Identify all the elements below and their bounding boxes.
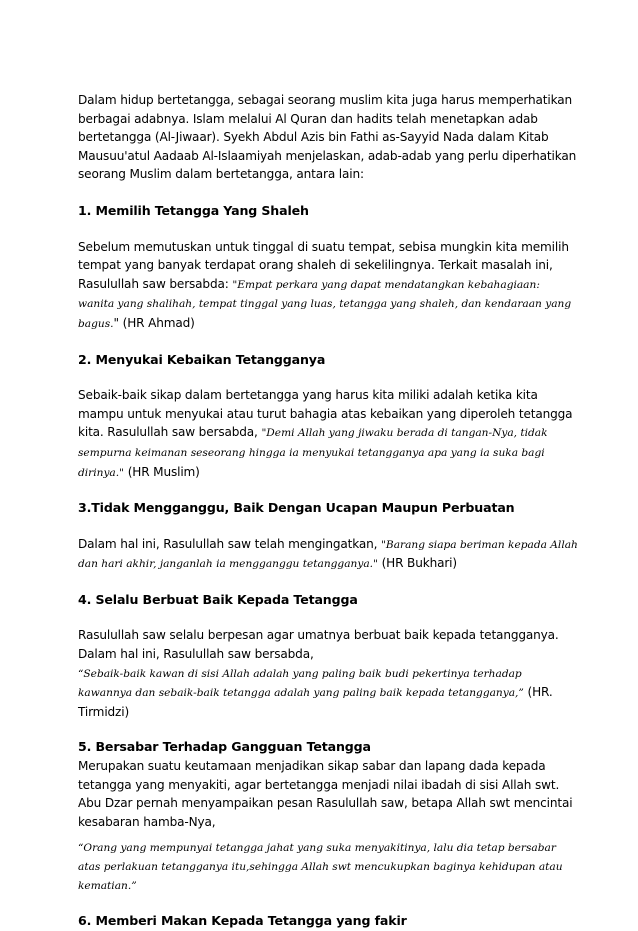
section-heading: 1. Memilih Tetangga Yang Shaleh bbox=[78, 202, 309, 218]
hadith-quote: "Barang siapa beriman kepada Allah dan hari akhir, janganlah ia mengganggu tetangganya." bbox=[78, 538, 578, 571]
hadith-quote: “Sebaik-baik kawan di sisi Allah adalah yang paling baik budi pekertinya terhadap kawannya dan sebaik-baik tetangga adalah yang paling baik kepada tetangganya,” bbox=[78, 667, 524, 700]
document-page bbox=[78, 91, 578, 931]
hadith-source: " (HR Ahmad) bbox=[113, 315, 195, 330]
section-heading: 3.Tidak Mengganggu, Baik Dengan Ucapan Maupun Perbuatan bbox=[78, 500, 515, 516]
section-3 bbox=[78, 499, 578, 574]
body-text: Dalam hal ini, Rasulullah saw telah mengingatkan, bbox=[78, 536, 382, 551]
section-4 bbox=[78, 591, 578, 722]
section-paragraph: Merupakan suatu keutamaan menjadikan sikap sabar dan lapang dada kepada tetangga yang menyakiti, agar bertetangga menjadi nilai ibadah di sisi Allah swt. Abu Dzar pernah menyampaikan pesan Rasulullah saw, betapa Allah swt mencintai kesabaran hamba-Nya, bbox=[78, 759, 573, 829]
hadith-quote: "Demi Allah yang jiwaku berada di tangan-Nya, tidak sempurna keimanan seseorang hingga ia menyukai tetangganya apa yang ia suka bagi dirinya." bbox=[78, 427, 548, 479]
hadith-source: (HR. Tirmidzi) bbox=[78, 685, 553, 719]
section-paragraph bbox=[78, 626, 578, 721]
section-paragraph bbox=[78, 238, 578, 334]
section-2 bbox=[78, 351, 578, 483]
intro-paragraph: Dalam hidup bertetangga, sebagai seorang muslim kita juga harus memperhatikan berbagai adabnya. Islam melalui Al Quran dan hadits telah menetapkan adab bertetangga (Al-Jiwaar). Syekh Abdul Azis bin Fathi as-Sayyid Nada dalam Kitab Mausuu'atul Aadaab Al-Islaamiyah menjelaskan, adab-adab yang perlu diperhatikan seorang Muslim dalam bertetangga, antara lain: bbox=[78, 93, 577, 182]
body-text: Sebaik-baik sikap dalam bertetangga yang harus kita miliki adalah ketika kita mampu untuk menyukai atau turut bahagia atas kebaikan yang diperoleh tetangga kita. Rasulullah saw bersabda, bbox=[78, 388, 573, 440]
body-text: Rasulullah saw selalu berpesan agar umatnya berbuat baik kepada tetangganya. Dalam hal ini, Rasulullah saw bersabda, bbox=[78, 628, 559, 662]
section-paragraph bbox=[78, 535, 578, 574]
section-6 bbox=[78, 912, 578, 931]
section-heading: 2. Menyukai Kebaikan Tetangganya bbox=[78, 351, 326, 367]
hadith-quote: “Orang yang mempunyai tetangga jahat yang suka menyakitinya, lalu dia tetap bersabar atas perlakuan tetangganya itu,sehingga Allah swt mencukupkan baginya kehidupan atau kematian.” bbox=[78, 842, 563, 892]
section-heading: 6. Memberi Makan Kepada Tetangga yang fakir bbox=[78, 913, 407, 929]
section-heading: 5. Bersabar Terhadap Gangguan Tetangga bbox=[78, 739, 371, 755]
hadith-source: (HR Muslim) bbox=[124, 464, 200, 479]
section-heading: 4. Selalu Berbuat Baik Kepada Tetangga bbox=[78, 591, 358, 607]
hadith-quote: "Empat perkara yang dapat mendatangkan kebahagiaan: wanita yang shalihah, tempat tinggal yang luas, tetangga yang shaleh, dan kendaraan yang bagus. bbox=[78, 278, 572, 330]
section-5 bbox=[78, 738, 578, 895]
section-1 bbox=[78, 202, 578, 334]
body-text: Sebelum memutuskan untuk tinggal di suatu tempat, sebisa mungkin kita memilih tempat yang banyak terdapat orang shaleh di sekelilingnya. Terkait masalah ini, Rasulullah saw bersabda: bbox=[78, 239, 569, 291]
section-paragraph bbox=[78, 386, 578, 482]
hadith-source: (HR Bukhari) bbox=[377, 556, 457, 571]
